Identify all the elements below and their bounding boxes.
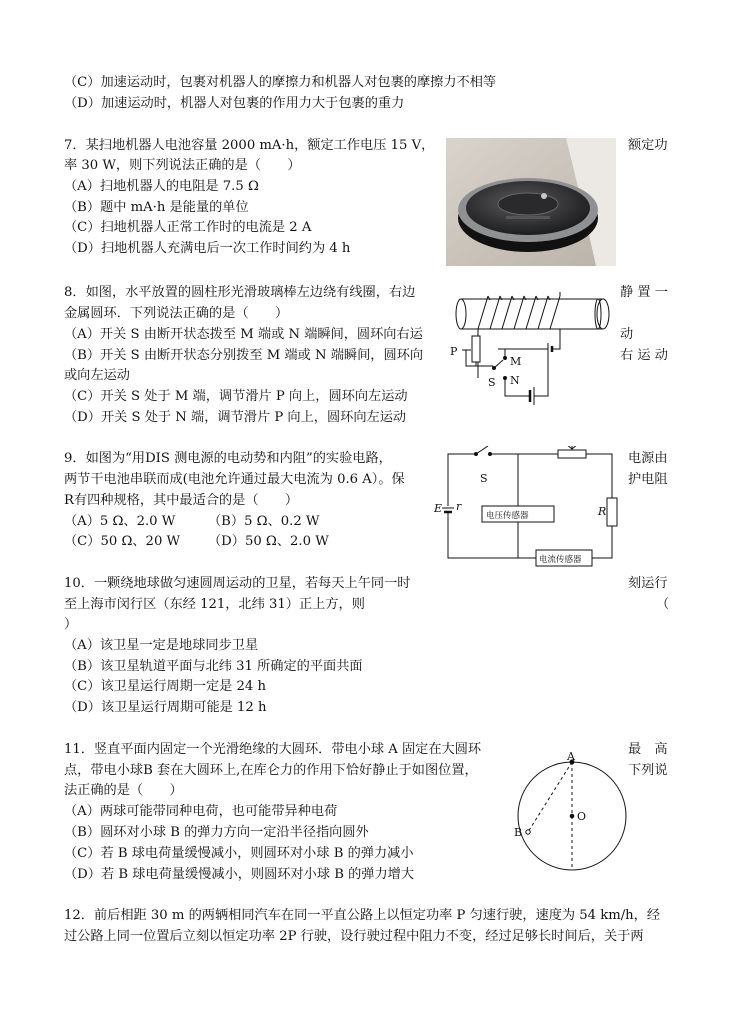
label-e: E xyxy=(434,502,443,515)
voltage-sensor-label: 电压传感器 xyxy=(486,511,529,521)
q10-stem-line3: ） xyxy=(64,617,78,632)
q8-stem-line1: 8．如图，水平放置的圆柱形光滑玻璃棒左边绕有线圈，右边 xyxy=(64,285,416,300)
q10-option-c: （C）该卫星运行周期一定是 24 h xyxy=(64,679,266,694)
q11-stem-right1: 最 高 xyxy=(628,742,668,757)
label-s: S xyxy=(488,376,496,389)
q10-stem-line1: 10．一颗绕地球做匀速圆周运动的卫星，若每天上午同一时 xyxy=(64,576,411,591)
q8-stem-line2: 金属圆环．下列说法正确的是（ ） xyxy=(64,306,289,321)
dis-circuit-diagram xyxy=(432,446,622,574)
q9-option-c: （C）50 Ω、20 W xyxy=(64,534,181,549)
q11-option-b: （B）圆环对小球 B 的弹力方向一定沿半径指向圆外 xyxy=(64,825,369,840)
q8-stem-right: 静 置 一 xyxy=(620,285,668,300)
q8-option-a-right: 动 xyxy=(620,327,634,342)
label-a: A xyxy=(567,750,575,763)
q11-option-d: （D）若 B 球电荷量缓慢减小，则圆环对小球 B 的弹力增大 xyxy=(64,867,415,882)
label-s: S xyxy=(480,472,488,485)
q12-stem-line1: 12．前后相距 30 m 的两辆相同汽车在同一平直公路上以恒定功率 P 匀速行驶，速度为 54 km/h，经 xyxy=(64,908,661,923)
q11-stem-line2: 点，带电小球B 套在大圆环上,在库仑力的作用下恰好静止于如图位置， xyxy=(64,763,478,778)
robot-vacuum-photo xyxy=(446,138,616,266)
q10-option-b: （B）该卫星轨道平面与北纬 31 所确定的平面共面 xyxy=(64,659,363,674)
q11-stem-line3: 法正确的是（ ） xyxy=(64,783,183,798)
q11-option-c: （C）若 B 球电荷量缓慢减小，则圆环对小球 B 的弹力减小 xyxy=(64,846,414,861)
q9-option-a: （A）5 Ω、2.0 W xyxy=(64,514,176,529)
q7-stem-line1: 7．某扫地机器人电池容量 2000 mA·h，额定工作电压 15 V， xyxy=(64,138,435,153)
q6-option-d: （D）加速运动时，机器人对包裹的作用力大于包裹的重力 xyxy=(64,96,405,111)
q10-stem-right1: 刻运行 xyxy=(628,576,668,591)
q7-option-b: （B）题中 mA·h 是能量的单位 xyxy=(64,200,249,215)
q6-option-c: （C）加速运动时，包裹对机器人的摩擦力和机器人对包裹的摩擦力不相等 xyxy=(64,75,497,90)
q8-option-a: （A）开关 S 由断开状态拨至 M 端或 N 端瞬间，圆环向右运 xyxy=(64,327,423,342)
q12-stem-line2: 过公路上同一位置后立刻以恒定功率 2P 行驶，设行驶过程中阻力不变，经过足够长时间后，关于两 xyxy=(64,929,644,944)
q7-option-d: （D）扫地机器人充满电后一次工作时间约为 4 h xyxy=(64,241,351,256)
current-sensor-label: 电流传感器 xyxy=(539,555,582,565)
q9-stem-right2: 护电阻 xyxy=(628,472,668,487)
label-r-small: r xyxy=(456,500,462,513)
q7-stem-line2: 率 30 W，则下列说法正确的是（ ） xyxy=(64,158,301,173)
label-m: M xyxy=(510,355,522,368)
q10-stem-line2: 至上海市闵行区（东经 121，北纬 31）正上方，则 xyxy=(64,597,365,612)
q9-stem-line2: 两节干电池串联而成(电池允许通过最大电流为 0.6 A）。保 xyxy=(64,472,405,487)
q10-stem-right2: （ xyxy=(656,597,670,612)
q9-option-d: （D）50 Ω、2.0 W xyxy=(208,534,329,549)
label-o: O xyxy=(577,810,587,823)
label-n: N xyxy=(510,374,520,387)
label-p: P xyxy=(450,345,458,358)
q8-option-c: （C）开关 S 处于 M 端，调节滑片 P 向上，圆环向左运动 xyxy=(64,389,408,404)
label-b: B xyxy=(514,826,523,839)
label-r: R xyxy=(598,505,607,518)
q9-stem-right1: 电源由 xyxy=(628,451,668,466)
q7-option-a: （A）扫地机器人的电阻是 7.5 Ω xyxy=(64,179,259,194)
q8-option-b-right: 右 运 动 xyxy=(620,348,668,363)
q8-option-b-cont: 或向左运动 xyxy=(64,368,130,383)
q8-option-d: （D）开关 S 处于 N 端，调节滑片 P 向上，圆环向左运动 xyxy=(64,410,407,425)
q7-stem-right: 额定功 xyxy=(628,138,668,153)
q9-stem-line3: R有四种规格，其中最适合的是（ ） xyxy=(64,493,299,508)
q10-option-d: （D）该卫星运行周期可能是 12 h xyxy=(64,700,267,715)
q9-option-b: （B）5 Ω、0.2 W xyxy=(208,514,320,529)
q10-option-a: （A）该卫星一定是地球同步卫星 xyxy=(64,638,259,653)
q8-option-b: （B）开关 S 由断开状态分别拨至 M 端或 N 端瞬间，圆环向 xyxy=(64,348,424,363)
ring-diagram xyxy=(508,750,628,884)
q11-stem-line1: 11．竖直平面内固定一个光滑绝缘的大圆环．带电小球 A 固定在大圆环 xyxy=(64,742,482,757)
q11-stem-right2: 下列说 xyxy=(628,763,668,778)
q9-stem-line1: 9．如图为“用DIS 测电源的电动势和内阻”的实验电路， xyxy=(64,451,392,466)
q7-option-c: （C）扫地机器人正常工作时的电流是 2 A xyxy=(64,220,312,235)
q11-option-a: （A）两球可能带同种电荷，也可能带异种电荷 xyxy=(64,804,338,819)
coil-circuit-diagram xyxy=(448,286,616,408)
